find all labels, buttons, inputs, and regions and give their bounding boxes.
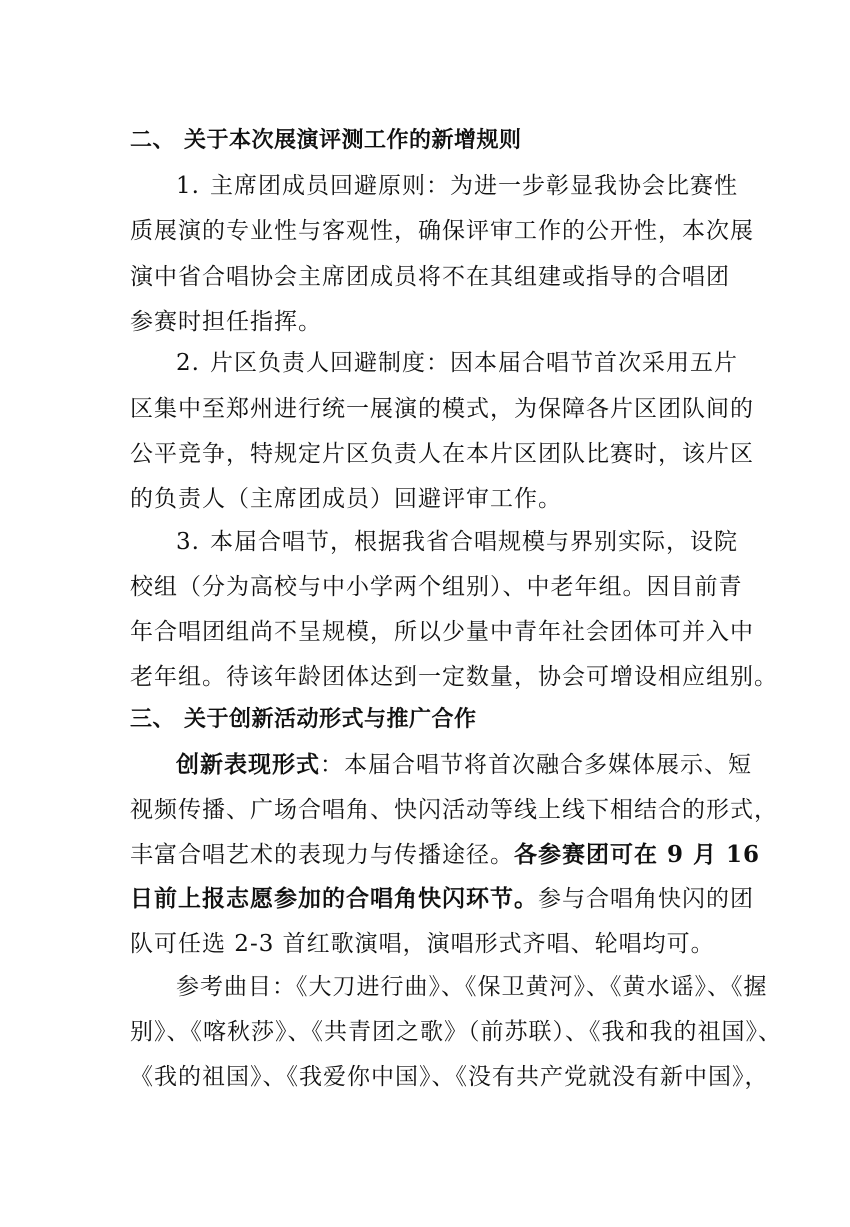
para-1-line-4-normal: 参与合唱角快闪的团	[538, 886, 754, 912]
item-1-text: 主席团成员回避原则：为进一步彰显我协会比赛性	[209, 173, 738, 199]
para-1-line-3-bold: 各参赛团可在 9 月 16	[514, 841, 761, 868]
item-1-line-4: 参赛时担任指挥。	[130, 309, 322, 335]
para-1-line-2: 视频传播、广场合唱角、快闪活动等线上线下相结合的形式，	[130, 797, 778, 823]
section-2-heading	[130, 126, 730, 156]
item-3-number: 3.	[176, 529, 200, 555]
para-1-lead: 创新表现形式	[176, 751, 320, 778]
item-2-line-2: 区集中至郑州进行统一展演的模式，为保障各片区团队间的	[130, 396, 754, 422]
item-3-line-4: 老年组。待该年龄团体达到一定数量，协会可增设相应组别。	[130, 664, 778, 690]
item-2-line-1	[176, 348, 738, 378]
item-3-line-2: 校组（分为高校与中小学两个组别）、中老年组。因目前青	[130, 574, 743, 600]
item-1-line-2: 质展演的专业性与客观性，确保评审工作的公开性，本次展	[130, 218, 754, 244]
para-2-line-3: 《我的祖国》、《我爱你中国》、《没有共产党就没有新中国》，	[130, 1064, 769, 1090]
para-1-line-1	[176, 750, 752, 780]
item-2-text: 片区负责人回避制度：因本届合唱节首次采用五片	[209, 350, 738, 376]
item-3-line-1	[176, 527, 738, 557]
para-1-line-3-normal: 丰富合唱艺术的表现力与传播途径。	[130, 842, 514, 868]
section-3-heading	[130, 705, 730, 735]
item-1-line-1	[176, 171, 738, 201]
para-1-line-1-rest: ：本届合唱节将首次融合多媒体展示、短	[320, 752, 752, 778]
section-3-number: 三、	[130, 707, 176, 732]
item-3-text: 本届合唱节，根据我省合唱规模与界别实际，设院	[209, 529, 738, 555]
section-2-number: 二、	[130, 128, 176, 153]
item-2-number: 2.	[176, 350, 200, 376]
item-3-line-3: 年合唱团组尚不呈规模，所以少量中青年社会团体可并入中	[130, 619, 754, 645]
para-1-line-5: 队可任选 2-3 首红歌演唱，演唱形式齐唱、轮唱均可。	[130, 931, 715, 957]
para-1-line-3	[130, 840, 761, 870]
section-2-title: 关于本次展演评测工作的新增规则	[184, 128, 522, 153]
para-2-line-1: 参考曲目：《大刀进行曲》、《保卫黄河》、《黄水谣》、《握	[176, 974, 768, 1000]
item-2-line-3: 公平竞争，特规定片区负责人在本片区团队比赛时，该片区	[130, 441, 754, 467]
item-1-line-3: 演中省合唱协会主席团成员将不在其组建或指导的合唱团	[130, 264, 730, 290]
section-3-title: 关于创新活动形式与推广合作	[184, 707, 477, 732]
item-2-line-4: 的负责人（主席团成员）回避评审工作。	[130, 486, 562, 512]
item-1-number: 1.	[176, 173, 200, 199]
para-2-line-2: 别》、《喀秋莎》、《共青团之歌》（前苏联）、《我和我的祖国》、	[130, 1019, 782, 1045]
para-1-line-4	[130, 884, 754, 914]
para-1-line-4-bold: 日前上报志愿参加的合唱角快闪环节。	[130, 885, 538, 912]
